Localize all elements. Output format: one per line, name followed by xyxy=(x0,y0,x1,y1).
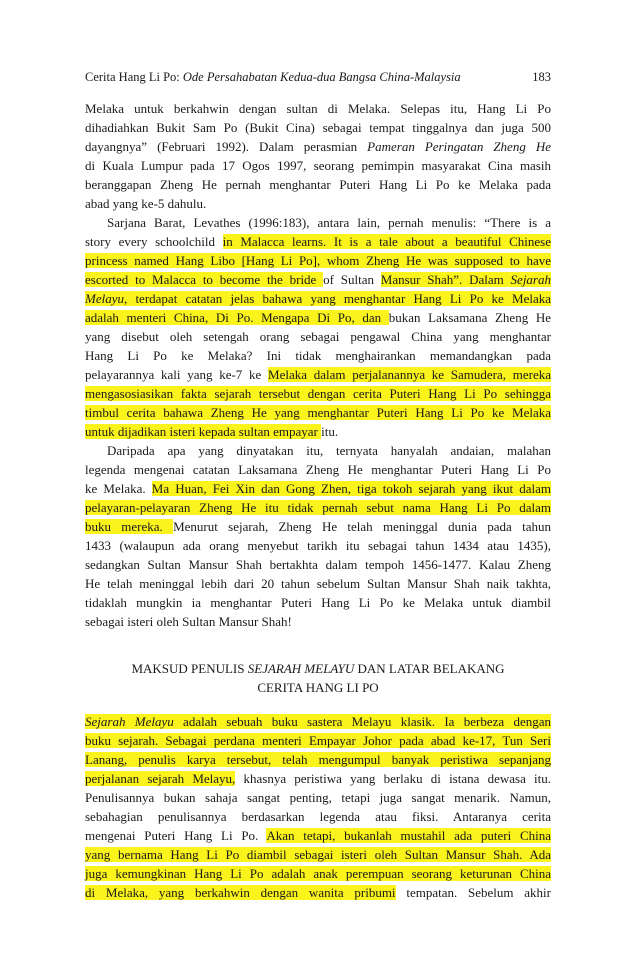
text-line xyxy=(85,422,551,441)
text-run: Daripada apa yang dinyatakan itu, ternyata hanyalah andaian, malahan xyxy=(107,443,551,458)
highlighted-text: buku mereka. xyxy=(85,519,174,534)
text-line xyxy=(85,593,551,612)
text-line xyxy=(85,498,551,517)
text-run: 1433 (walaupun ada orang menyebut tarikh itu sebagai tahun 1434 atau 1435), xyxy=(85,538,551,553)
text-line xyxy=(85,460,551,479)
text-line xyxy=(85,750,551,769)
text-run: Menurut sejarah, Zheng He telah meninggal dunia pada tahun xyxy=(173,519,551,534)
text-run: pelayarannya kali yang ke-7 ke xyxy=(85,367,269,382)
text-line xyxy=(85,864,551,883)
text-line xyxy=(85,232,551,251)
text-run: bukan Laksamana Zheng He xyxy=(388,310,551,325)
text-run: itu. xyxy=(321,424,339,439)
text-run: beranggapan Zheng He pernah menghantar Puteri Hang Li Po ke Melaka pada xyxy=(85,177,551,192)
text-run: dayangnya” (Februari 1992). Dalam perasmian xyxy=(85,139,368,154)
running-title-italic: Ode Persahabatan Kedua-dua Bangsa China-Malaysia xyxy=(182,70,461,84)
running-header xyxy=(85,68,551,86)
text-line xyxy=(85,251,551,270)
highlighted-text: , terdapat catatan jelas bahawa yang menghantar Hang Li Po ke Melaka xyxy=(123,291,551,306)
text-run: Pameran Peringatan Zheng He xyxy=(367,139,551,154)
text-line xyxy=(85,769,551,788)
text-run: Penulisannya bukan sahaja sangat penting, tetapi juga sangat menarik. Namun, xyxy=(85,790,551,805)
text-run: yang disebut oleh setengah orang sebagai pengawal China yang menghantar xyxy=(85,329,551,344)
text-line xyxy=(85,156,551,175)
text-line xyxy=(85,807,551,826)
text-line xyxy=(85,384,551,403)
text-line xyxy=(85,612,551,631)
highlighted-text: Mansur Shah”. Dalam xyxy=(380,272,511,287)
text-line xyxy=(85,403,551,422)
highlighted-text: Sejarah xyxy=(510,272,551,287)
text-run: sebagai isteri oleh Sultan Mansur Shah! xyxy=(85,614,292,629)
highlighted-text: Ma Huan, Fei Xin dan Gong Zhen, tiga tokoh sejarah yang ikut dalam xyxy=(151,481,551,496)
text-run: khasnya peristiwa yang berlaku di istana dewasa itu. xyxy=(235,771,552,786)
highlighted-text: adalah sebuah buku sastera Melayu klasik. Ia berbeza dengan xyxy=(173,714,551,729)
text-run: story every schoolchild xyxy=(85,234,223,249)
highlighted-text: Akan tetapi, bukanlah mustahil ada puteri China xyxy=(266,828,551,843)
text-line xyxy=(85,99,551,118)
text-run: of Sultan xyxy=(323,272,381,287)
text-line xyxy=(85,137,551,156)
text-line xyxy=(85,289,551,308)
text-run: Sarjana Barat, Levathes (1996:183), antara lain, pernah menulis: “There is a xyxy=(107,215,551,230)
highlighted-text: Melayu xyxy=(85,291,124,306)
text-line xyxy=(85,213,551,232)
text-run: mengenai Puteri Hang Li Po. xyxy=(85,828,267,843)
highlighted-text: in Malacca learns. It is a tale about a beautiful Chinese xyxy=(222,234,551,249)
highlighted-text: mengasosiasikan fakta sejarah tersebut dengan cerita Puteri Hang Li Po sehingga xyxy=(85,386,551,401)
highlighted-text: adalah menteri China, Di Po. Mengapa Di Po, dan xyxy=(85,310,389,325)
highlighted-text: timbul cerita bahawa Zheng He yang menghantar Puteri Hang Li Po ke Melaka xyxy=(85,405,551,420)
running-title xyxy=(85,68,461,86)
highlighted-text: yang bernama Hang Li Po diambil sebagai isteri oleh Sultan Mansur Shah. Ada xyxy=(85,847,551,862)
body-text-section-2 xyxy=(85,712,551,902)
text-run: sebahagian penulisannya berdasarkan legenda atau fiksi. Antaranya cerita xyxy=(85,809,551,824)
text-run: dihadiahkan Bukit Sam Po (Bukit Cina) sebagai tempat tinggalnya dan juga 500 xyxy=(85,120,551,135)
text-run: Hang Li Po ke Melaka? Ini tidak menghairankan memandangkan pada xyxy=(85,348,551,363)
highlighted-text: Melaka dalam perjalanannya ke Samudera, mereka xyxy=(268,367,551,382)
text-line xyxy=(85,574,551,593)
page-body xyxy=(85,99,551,902)
text-run: abad yang ke-5 dahulu. xyxy=(85,196,207,211)
text-line xyxy=(85,270,551,289)
text-line xyxy=(85,479,551,498)
text-run: tidaklah mungkin ia menghantar Puteri Hang Li Po ke Melaka untuk diambil xyxy=(85,595,551,610)
section-heading-line-1: MAKSUD PENULIS SEJARAH MELAYU DAN LATAR BELAKANG xyxy=(131,661,505,676)
text-line xyxy=(85,731,551,750)
highlighted-text: di Melaka, yang berkahwin dengan wanita pribumi xyxy=(85,885,396,900)
text-run: tempatan. Sebelum akhir xyxy=(395,885,551,900)
text-line xyxy=(85,826,551,845)
highlighted-text: escorted to Malacca to become the bride xyxy=(85,272,324,287)
highlighted-text: buku sejarah. Sebagai perdana menteri Empayar Johor pada abad ke-17, Tun Seri xyxy=(85,733,551,748)
body-text-section-1 xyxy=(85,99,551,631)
text-line xyxy=(85,118,551,137)
highlighted-text: pelayaran-pelayaran Zheng He itu tidak pernah sebut nama Hang Li Po dalam xyxy=(85,500,551,515)
text-line xyxy=(85,346,551,365)
text-line xyxy=(85,536,551,555)
text-line xyxy=(85,845,551,864)
text-line xyxy=(85,441,551,460)
text-run: ke Melaka. xyxy=(85,481,152,496)
highlighted-text: juga kemungkinan Hang Li Po adalah anak perempuan seorang keturunan China xyxy=(85,866,551,881)
highlighted-text: perjalanan sejarah Melayu, xyxy=(85,771,236,786)
text-line xyxy=(85,308,551,327)
text-run: Melaka untuk berkahwin dengan sultan di Melaka. Selepas itu, Hang Li Po xyxy=(85,101,551,116)
highlighted-text: Sejarah Melayu xyxy=(85,714,174,729)
highlighted-text: untuk dijadikan isteri kepada sultan empayar xyxy=(85,424,322,439)
text-line xyxy=(85,517,551,536)
text-line xyxy=(85,327,551,346)
page-number: 183 xyxy=(532,70,551,84)
text-line xyxy=(85,194,551,213)
text-line xyxy=(85,365,551,384)
text-run: He telah meninggal lebih dari 20 tahun sebelum Sultan Mansur Shah naik takhta, xyxy=(85,576,551,591)
text-run: di Kuala Lumpur pada 17 Ogos 1997, seorang pemimpin masyarakat Cina masih xyxy=(85,158,551,173)
highlighted-text: princess named Hang Libo [Hang Li Po], whom Zheng He was supposed to have xyxy=(85,253,551,268)
running-title-plain: Cerita Hang Li Po: xyxy=(85,70,183,84)
text-run: sedangkan Sultan Mansur Shah bertakhta dalam tempoh 1456-1477. Kalau Zheng xyxy=(85,557,551,572)
text-line xyxy=(85,555,551,574)
text-line xyxy=(85,788,551,807)
text-line xyxy=(85,883,551,902)
text-line xyxy=(85,175,551,194)
highlighted-text: Lanang, penulis karya tersebut, telah mengumpul banyak peristiwa sepanjang xyxy=(85,752,551,767)
text-line xyxy=(85,712,551,731)
text-run: legenda mengenai catatan Laksamana Zheng He menghantar Puteri Hang Li Po xyxy=(85,462,551,477)
section-heading-line-2: CERITA HANG LI PO xyxy=(257,680,379,695)
